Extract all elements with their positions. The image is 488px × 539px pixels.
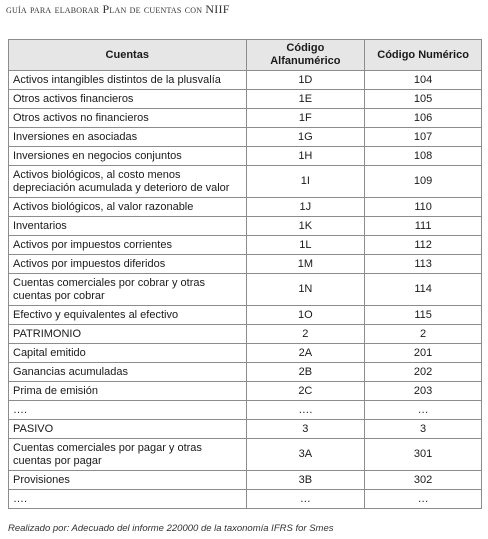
cell-codigo-alfanumerico: 1F — [246, 109, 365, 128]
cell-codigo-numerico: 202 — [365, 363, 482, 382]
cell-codigo-numerico: 104 — [365, 71, 482, 90]
cell-codigo-numerico: 110 — [365, 198, 482, 217]
cell-cuenta: Inventarios — [9, 217, 247, 236]
running-head: guía para elaborar Plan de cuentas con NIIF — [6, 2, 230, 16]
cell-cuenta: …. — [9, 490, 247, 509]
header-codigo-alfanumerico: Código Alfanumérico — [246, 40, 365, 71]
cell-cuenta: Inversiones en negocios conjuntos — [9, 147, 247, 166]
cell-codigo-alfanumerico: 3 — [246, 420, 365, 439]
cell-cuenta: Activos intangibles distintos de la plusvalía — [9, 71, 247, 90]
cell-cuenta: PASIVO — [9, 420, 247, 439]
cell-codigo-numerico: 111 — [365, 217, 482, 236]
cell-cuenta: Activos biológicos, al valor razonable — [9, 198, 247, 217]
table-row — [9, 128, 482, 147]
cell-cuenta: Cuentas comerciales por cobrar y otras cuentas por cobrar — [9, 274, 247, 306]
cell-codigo-numerico: 106 — [365, 109, 482, 128]
cell-codigo-numerico: 107 — [365, 128, 482, 147]
table-row — [9, 71, 482, 90]
table-body — [9, 71, 482, 509]
cell-codigo-alfanumerico: 1M — [246, 255, 365, 274]
cell-codigo-alfanumerico: 1I — [246, 166, 365, 198]
table-row — [9, 401, 482, 420]
cell-codigo-alfanumerico: 2 — [246, 325, 365, 344]
cell-codigo-numerico: … — [365, 490, 482, 509]
cell-codigo-alfanumerico: 1D — [246, 71, 365, 90]
cell-codigo-alfanumerico: 1E — [246, 90, 365, 109]
cell-cuenta: …. — [9, 401, 247, 420]
cell-codigo-alfanumerico: 1H — [246, 147, 365, 166]
cell-codigo-alfanumerico: 1O — [246, 306, 365, 325]
table-row — [9, 382, 482, 401]
cell-cuenta: Activos por impuestos diferidos — [9, 255, 247, 274]
cell-cuenta: Activos por impuestos corrientes — [9, 236, 247, 255]
cell-codigo-alfanumerico: 3B — [246, 471, 365, 490]
source-footnote: Realizado por: Adecuado del informe 220000 de la taxonomía IFRS for Smes — [8, 523, 334, 534]
cell-codigo-alfanumerico: 1L — [246, 236, 365, 255]
cell-cuenta: Activos biológicos, al costo menos depreciación acumulada y deterioro de valor — [9, 166, 247, 198]
cell-cuenta: Cuentas comerciales por pagar y otras cuentas por pagar — [9, 439, 247, 471]
cell-codigo-numerico: 203 — [365, 382, 482, 401]
table-row — [9, 217, 482, 236]
cell-codigo-numerico: 114 — [365, 274, 482, 306]
cell-codigo-numerico: 301 — [365, 439, 482, 471]
cell-cuenta: Prima de emisión — [9, 382, 247, 401]
table-row — [9, 166, 482, 198]
cell-codigo-numerico: 2 — [365, 325, 482, 344]
table-row — [9, 471, 482, 490]
cell-codigo-alfanumerico: 1K — [246, 217, 365, 236]
cell-cuenta: Capital emitido — [9, 344, 247, 363]
table-row — [9, 274, 482, 306]
table-row — [9, 109, 482, 128]
table-row — [9, 255, 482, 274]
table-row — [9, 344, 482, 363]
cell-codigo-numerico: 302 — [365, 471, 482, 490]
cell-codigo-numerico: 105 — [365, 90, 482, 109]
cell-codigo-numerico: 201 — [365, 344, 482, 363]
cell-codigo-alfanumerico: 2C — [246, 382, 365, 401]
table-row — [9, 90, 482, 109]
cell-codigo-alfanumerico: … — [246, 490, 365, 509]
cell-cuenta: Inversiones en asociadas — [9, 128, 247, 147]
cell-codigo-numerico: 108 — [365, 147, 482, 166]
cell-codigo-alfanumerico: 1N — [246, 274, 365, 306]
table-row — [9, 325, 482, 344]
cell-codigo-numerico: … — [365, 401, 482, 420]
cell-cuenta: Ganancias acumuladas — [9, 363, 247, 382]
table-header-row — [9, 40, 482, 71]
cell-codigo-alfanumerico: 1J — [246, 198, 365, 217]
table-row — [9, 420, 482, 439]
cell-codigo-numerico: 109 — [365, 166, 482, 198]
cell-codigo-alfanumerico: 3A — [246, 439, 365, 471]
cell-cuenta: Otros activos financieros — [9, 90, 247, 109]
cell-cuenta: Efectivo y equivalentes al efectivo — [9, 306, 247, 325]
cell-codigo-alfanumerico: 2B — [246, 363, 365, 382]
table-row — [9, 490, 482, 509]
cell-codigo-numerico: 115 — [365, 306, 482, 325]
cell-codigo-alfanumerico: …. — [246, 401, 365, 420]
table-row — [9, 439, 482, 471]
table-row — [9, 306, 482, 325]
table-row — [9, 236, 482, 255]
header-codigo-numerico: Código Numérico — [365, 40, 482, 71]
cell-codigo-alfanumerico: 1G — [246, 128, 365, 147]
cell-codigo-alfanumerico: 2A — [246, 344, 365, 363]
cell-codigo-numerico: 112 — [365, 236, 482, 255]
header-cuentas: Cuentas — [9, 40, 247, 71]
table-row — [9, 147, 482, 166]
table-row — [9, 198, 482, 217]
cell-cuenta: Provisiones — [9, 471, 247, 490]
accounts-table — [8, 39, 482, 509]
cell-codigo-numerico: 113 — [365, 255, 482, 274]
cell-cuenta: Otros activos no financieros — [9, 109, 247, 128]
table-row — [9, 363, 482, 382]
cell-codigo-numerico: 3 — [365, 420, 482, 439]
cell-cuenta: PATRIMONIO — [9, 325, 247, 344]
